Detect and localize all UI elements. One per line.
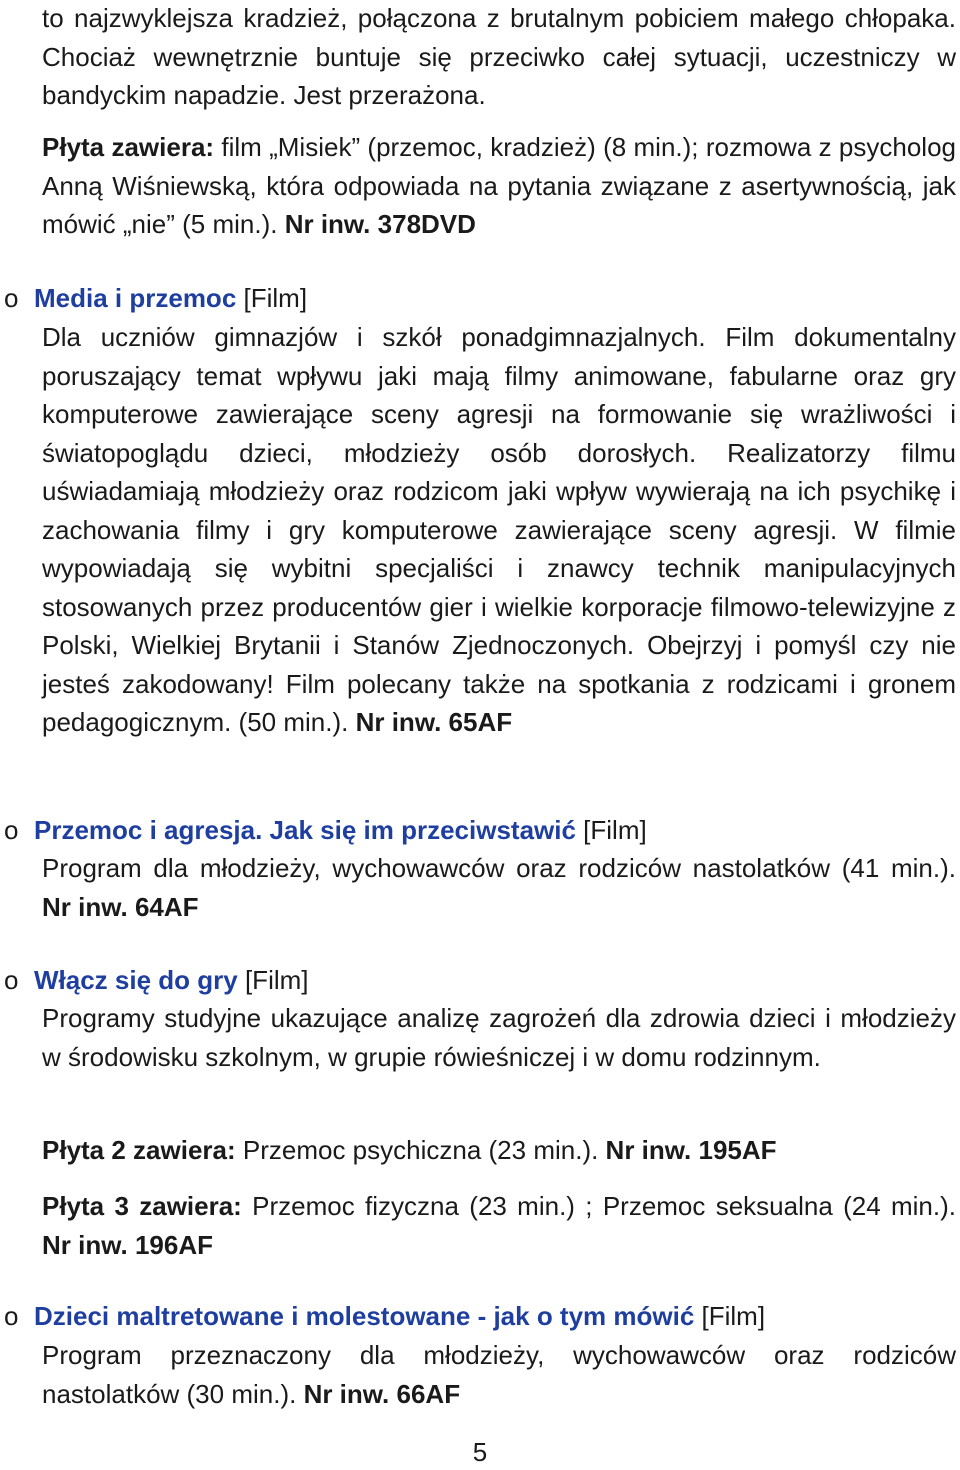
- entry-heading: [34, 279, 954, 318]
- inventory-label: Nr inw.: [355, 707, 442, 737]
- inventory-number: 64AF: [127, 891, 199, 922]
- disc-text: film „Misiek” (przemoc, kradzież) (8 min.); rozmowa z psycholog Anną Wiśniewską, która odpowiada na pytania związane z asertywnością, jak mówić „nie” (5 min.).: [42, 132, 956, 239]
- disc-2-line: [42, 1131, 956, 1170]
- entry-type: [Film]: [236, 283, 308, 313]
- entry-heading: [34, 811, 954, 850]
- disc-label: Płyta zawiera:: [42, 132, 215, 162]
- list-bullet: o: [4, 965, 19, 995]
- list-bullet: o: [4, 815, 19, 845]
- entry-heading: [34, 1297, 954, 1336]
- page-number: 5: [472, 1437, 488, 1467]
- list-bullet: o: [4, 283, 19, 313]
- inventory-label: Nr inw.: [42, 891, 128, 922]
- inventory-label: Nr inw.: [303, 1378, 390, 1409]
- entry-desc-text: Program dla młodzieży, wychowawców oraz rodziców nastolatków (41 min.).: [42, 853, 956, 883]
- disc-text: Przemoc psychiczna (23 min.).: [235, 1135, 606, 1165]
- entry-desc-text: Program przeznaczony dla młodzieży, wychowawców oraz rodziców nastolatków (30 min.).: [42, 1340, 956, 1409]
- inventory-number: 195AF: [691, 1135, 777, 1165]
- inventory-number: 196AF: [127, 1229, 213, 1260]
- intro-disc-paragraph: [42, 128, 956, 244]
- entry-type: [Film]: [575, 815, 647, 845]
- entry-description: [42, 849, 956, 926]
- entry-desc-text: Programy studyjne ukazujące analizę zagrożeń dla zdrowia dzieci i młodzieży w środowisku szkolnym, w grupie rówieśniczej i w domu rodzinnym.: [42, 1003, 956, 1072]
- entry-description: [42, 1336, 956, 1413]
- disc-label: Płyta 2 zawiera:: [42, 1135, 236, 1165]
- entry-title: Przemoc i agresja. Jak się im przeciwstawić: [34, 815, 576, 845]
- disc-label: Płyta 3 zawiera:: [42, 1191, 242, 1221]
- entry-description: [42, 318, 956, 742]
- entry-title: Włącz się do gry: [34, 965, 238, 995]
- inventory-label: Nr inw.: [605, 1135, 692, 1165]
- inventory-label: Nr inw.: [42, 1229, 128, 1260]
- entry-type: [Film]: [694, 1301, 766, 1331]
- entry-desc-text: Dla uczniów gimnazjów i szkół ponadgimnazjalnych. Film dokumentalny poruszający temat wpływu jaki mają filmy animowane, fabularne oraz gry komputerowe zawierające sceny agresji na formowanie się wrażliwości i światopoglądu dzieci, młodzieży osób dorosłych. Realizatorzy filmu uświadamiają młodzieży oraz rodzicom jaki wpływ wywierają na ich psychikę i zachowania filmy i gry komputerowe zawierające sceny agresji. W filmie wypowiadają się wybitni specjaliści i znawcy technik manipulacyjnych stosowanych przez producentów gier i wielkie korporacje filmowo-telewizyjne z Polski, Wielkiej Brytanii i Stanów Zjednoczonych. Obejrzyj i pomyśl czy nie jesteś zakodowany! Film polecany także na spotkania z rodzicami i gronem pedagogicznym. (50 min.).: [42, 322, 956, 737]
- entry-title: Media i przemoc: [34, 283, 237, 313]
- disc-3-line: [42, 1187, 956, 1264]
- disc-text: Przemoc fizyczna (23 min.) ; Przemoc seksualna (24 min.).: [241, 1191, 956, 1221]
- intro-paragraph: [42, 0, 956, 115]
- inventory-number: 378DVD: [370, 209, 476, 239]
- inventory-label: Nr inw.: [284, 209, 371, 239]
- entry-heading: [34, 961, 954, 1000]
- list-bullet: o: [4, 1301, 19, 1331]
- inventory-number: 66AF: [389, 1378, 461, 1409]
- entry-description: [42, 999, 956, 1076]
- entry-type: [Film]: [237, 965, 309, 995]
- entry-title: Dzieci maltretowane i molestowane - jak o tym mówić: [34, 1301, 695, 1331]
- intro-text: to najzwyklejsza kradzież, połączona z brutalnym pobiciem małego chłopaka. Chociaż wewnętrznie buntuje się przeciwko całej sytuacji, uczestniczy w bandyckim napadzie. Jest przerażona.: [42, 3, 956, 110]
- inventory-number: 65AF: [441, 707, 513, 737]
